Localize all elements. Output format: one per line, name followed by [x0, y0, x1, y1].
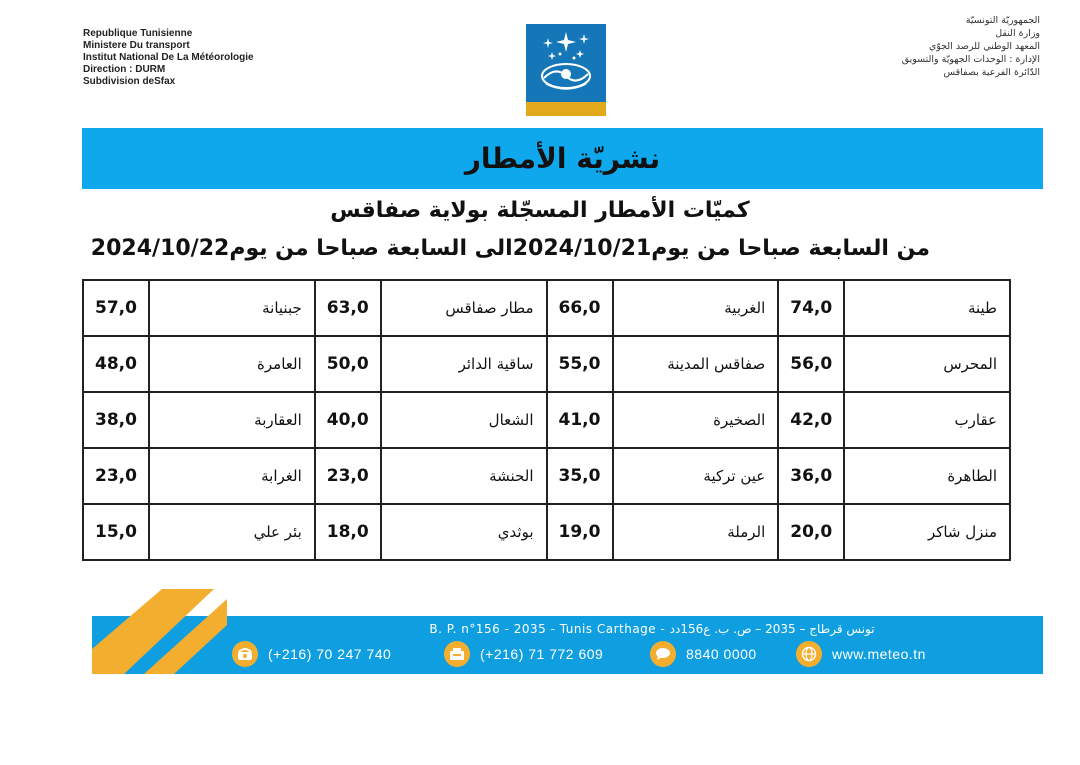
header-left-line: Ministere Du transport	[83, 40, 190, 51]
rainfall-value: 35,0	[547, 448, 613, 504]
station-name: الرملة	[613, 504, 779, 560]
header-left-line: Direction : DURM	[83, 64, 166, 75]
table-row	[83, 280, 1010, 336]
station-name: ساقية الدائر	[381, 336, 547, 392]
rainfall-value: 66,0	[547, 280, 613, 336]
station-name: الغربية	[613, 280, 779, 336]
station-name: الغرابة	[149, 448, 315, 504]
rainfall-value: 23,0	[315, 448, 381, 504]
rainfall-value: 20,0	[778, 504, 844, 560]
station-name: منزل شاكر	[844, 504, 1010, 560]
rainfall-table-wrapper	[82, 279, 1011, 541]
station-name: المحرس	[844, 336, 1010, 392]
rainfall-value: 56,0	[778, 336, 844, 392]
chat-phone-icon	[650, 641, 676, 667]
page-title: نشريّة الأمطار	[464, 142, 661, 175]
hotline-number: 8840 0000	[686, 646, 757, 662]
rainfall-value: 18,0	[315, 504, 381, 560]
station-name: العقاربة	[149, 392, 315, 448]
header-right-block	[902, 14, 1040, 79]
footer-address: B. P. n°156 - 2035 - Tunis Carthage - تونس قرطاج – 2035 – ص. ب. ع156دد	[429, 622, 875, 636]
header-right-line: الإدارة : الوحدات الجهويّة والتسويق	[901, 54, 1040, 65]
station-name: عين تركية	[613, 448, 779, 504]
station-name: بئر علي	[149, 504, 315, 560]
header-left-block	[83, 28, 254, 88]
subtitle-date-range: من السابعة صباحا من يوم2024/10/21الى السابعة صباحا من يوم2024/10/22	[90, 236, 930, 261]
rainfall-value: 23,0	[83, 448, 149, 504]
rainfall-value: 55,0	[547, 336, 613, 392]
contact-phone	[232, 641, 391, 667]
footer	[92, 589, 1043, 674]
station-name: جبنيانة	[149, 280, 315, 336]
globe-icon	[796, 641, 822, 667]
rainfall-value: 74,0	[778, 280, 844, 336]
table-row	[83, 504, 1010, 560]
phone-number: (+216) 70 247 740	[268, 646, 392, 662]
table-row	[83, 336, 1010, 392]
subtitle-region: كميّات الأمطار المسجّلة بولاية صفاقس	[330, 198, 750, 223]
rainfall-value: 40,0	[315, 392, 381, 448]
header-right-line: الجمهوريّة التونسيّة	[965, 15, 1040, 26]
station-name: العامرة	[149, 336, 315, 392]
station-name: بوثدي	[381, 504, 547, 560]
contact-hotline	[650, 641, 757, 667]
station-name: عقارب	[844, 392, 1010, 448]
header-right-line: وزارة النقل	[995, 28, 1040, 39]
fax-icon	[444, 641, 470, 667]
rainfall-value: 19,0	[547, 504, 613, 560]
contact-website	[796, 641, 926, 667]
header-left-line: Institut National De La Météorologie	[83, 52, 254, 63]
footer-stripes-decoration	[92, 589, 227, 674]
fax-number: (+216) 71 772 609	[480, 646, 604, 662]
rainfall-value: 63,0	[315, 280, 381, 336]
rainfall-value: 36,0	[778, 448, 844, 504]
station-name: الصخيرة	[613, 392, 779, 448]
rainfall-value: 41,0	[547, 392, 613, 448]
rainfall-value: 15,0	[83, 504, 149, 560]
station-name: الشعال	[381, 392, 547, 448]
rainfall-table	[82, 279, 1011, 561]
rainfall-value: 57,0	[83, 280, 149, 336]
header-left-line: Subdivision deSfax	[83, 76, 176, 87]
institute-logo	[526, 24, 606, 116]
rainfall-value: 42,0	[778, 392, 844, 448]
table-row	[83, 448, 1010, 504]
contact-fax	[444, 641, 603, 667]
rainfall-value: 50,0	[315, 336, 381, 392]
header-right-line: المعهد الوطني للرصد الجوّي	[928, 41, 1040, 52]
rainfall-value: 48,0	[83, 336, 149, 392]
rainfall-value: 38,0	[83, 392, 149, 448]
header-left-line: Republique Tunisienne	[83, 28, 193, 39]
station-name: طينة	[844, 280, 1010, 336]
station-name: صفاقس المدينة	[613, 336, 779, 392]
phone-icon	[232, 641, 258, 667]
logo-emblem-icon	[526, 24, 606, 102]
header-right-line: الدّائرة الفرعية بصفاقس	[943, 67, 1040, 78]
station-name: الطاهرة	[844, 448, 1010, 504]
title-band	[82, 128, 1043, 189]
station-name: مطار صفاقس	[381, 280, 547, 336]
table-row	[83, 392, 1010, 448]
website-link[interactable]: www.meteo.tn	[832, 646, 926, 662]
station-name: الحنشة	[381, 448, 547, 504]
